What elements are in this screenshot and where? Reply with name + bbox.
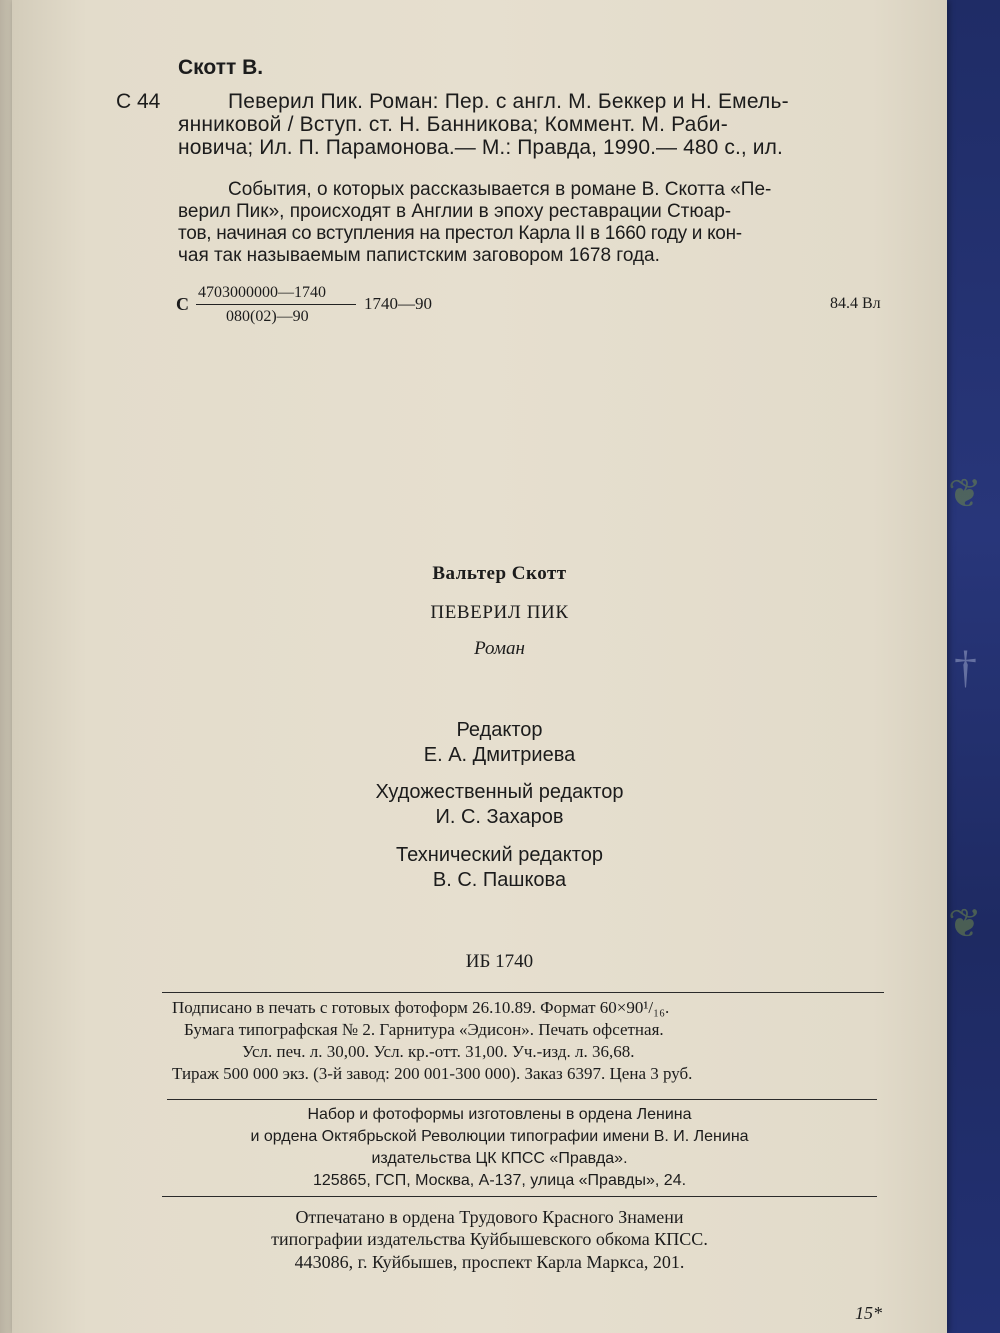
credit-name-art-editor: И. С. Захаров (435, 806, 564, 828)
print-data-line: Бумага типографская № 2. Гарнитура «Эдисон». Печать офсетная. (184, 1020, 664, 1039)
print-data-line: Усл. печ. л. 30,00. Усл. кр.-отт. 31,00. Уч.-изд. л. 36,68. (242, 1042, 635, 1061)
book-title: ПЕВЕРИЛ ПИК (430, 602, 569, 623)
book-genre: Роман (474, 638, 525, 659)
annotation-line: чая так называемым папистским заговором 1678 года. (178, 245, 660, 266)
signature-mark: 15* (855, 1303, 882, 1323)
printed-at-line: 443086, г. Куйбышев, проспект Карла Маркса, 201. (294, 1252, 685, 1272)
book-author: Вальтер Скотт (432, 563, 567, 584)
typesetting-line: издательства ЦК КПСС «Правда». (371, 1150, 628, 1167)
bbk-code: 84.4 Вл (830, 295, 881, 312)
credit-name-tech-editor: В. С. Пашкова (432, 869, 567, 891)
biblio-line: Певерил Пик. Роман: Пер. с англ. М. Беккер и Н. Емель- (228, 90, 789, 113)
typesetting-line: Набор и фотоформы изготовлены в ордена Ленина (307, 1106, 692, 1123)
divider-rule (162, 1196, 877, 1197)
formula-denominator: 080(02)—90 (226, 308, 309, 325)
ib-number: ИБ 1740 (465, 951, 534, 972)
typesetting-line: 125865, ГСП, Москва, А-137, улица «Правды», 24. (312, 1172, 687, 1189)
credit-role-art-editor: Художественный редактор (375, 781, 624, 803)
formula-prefix: С (176, 294, 189, 314)
annotation-line: События, о которых рассказывается в романе В. Скотта «Пе- (228, 179, 772, 200)
formula-suffix: 1740—90 (364, 294, 432, 313)
printed-at-line: типографии издательства Куйбышевского обкома КПСС. (271, 1229, 708, 1249)
book-page (12, 0, 947, 1333)
biblio-line: янниковой / Вступ. ст. Н. Банникова; Коммент. М. Раби- (178, 113, 728, 136)
divider-rule (162, 992, 884, 993)
credit-role-tech-editor: Технический редактор (396, 844, 603, 866)
leaf-ornament-icon-2: ❦ (948, 901, 982, 946)
leaf-ornament-icon: ❦ (948, 471, 982, 516)
typesetting-line: и ордена Октябрьской Революции типографии имени В. И. Ленина (250, 1128, 749, 1145)
print-data-line: Подписано в печать с готовых фотоформ 26.10.89. Формат 60×90¹/₁₆. (172, 998, 670, 1017)
credit-name-editor: Е. А. Дмитриева (423, 744, 576, 766)
printed-at-line: Отпечатано в ордена Трудового Красного Знамени (295, 1207, 684, 1227)
index-code: С 44 (116, 90, 161, 113)
biblio-line: новича; Ил. П. Парамонова.— М.: Правда, 1990.— 480 с., ил. (178, 136, 783, 159)
sword-icon: † (954, 641, 977, 692)
author-heading: Скотт В. (178, 56, 264, 79)
formula-numerator: 4703000000—1740 (198, 284, 326, 301)
print-data-line: Тираж 500 000 экз. (3-й завод: 200 001-300 000). Заказ 6397. Цена 3 руб. (172, 1064, 693, 1083)
divider-rule (167, 1099, 877, 1100)
annotation-line: верил Пик», происходят в Англии в эпоху реставрации Стюар- (178, 201, 732, 222)
annotation-line: тов, начиная со вступления на престол Карла II в 1660 году и кон- (178, 223, 742, 244)
credit-role-editor: Редактор (456, 719, 543, 741)
